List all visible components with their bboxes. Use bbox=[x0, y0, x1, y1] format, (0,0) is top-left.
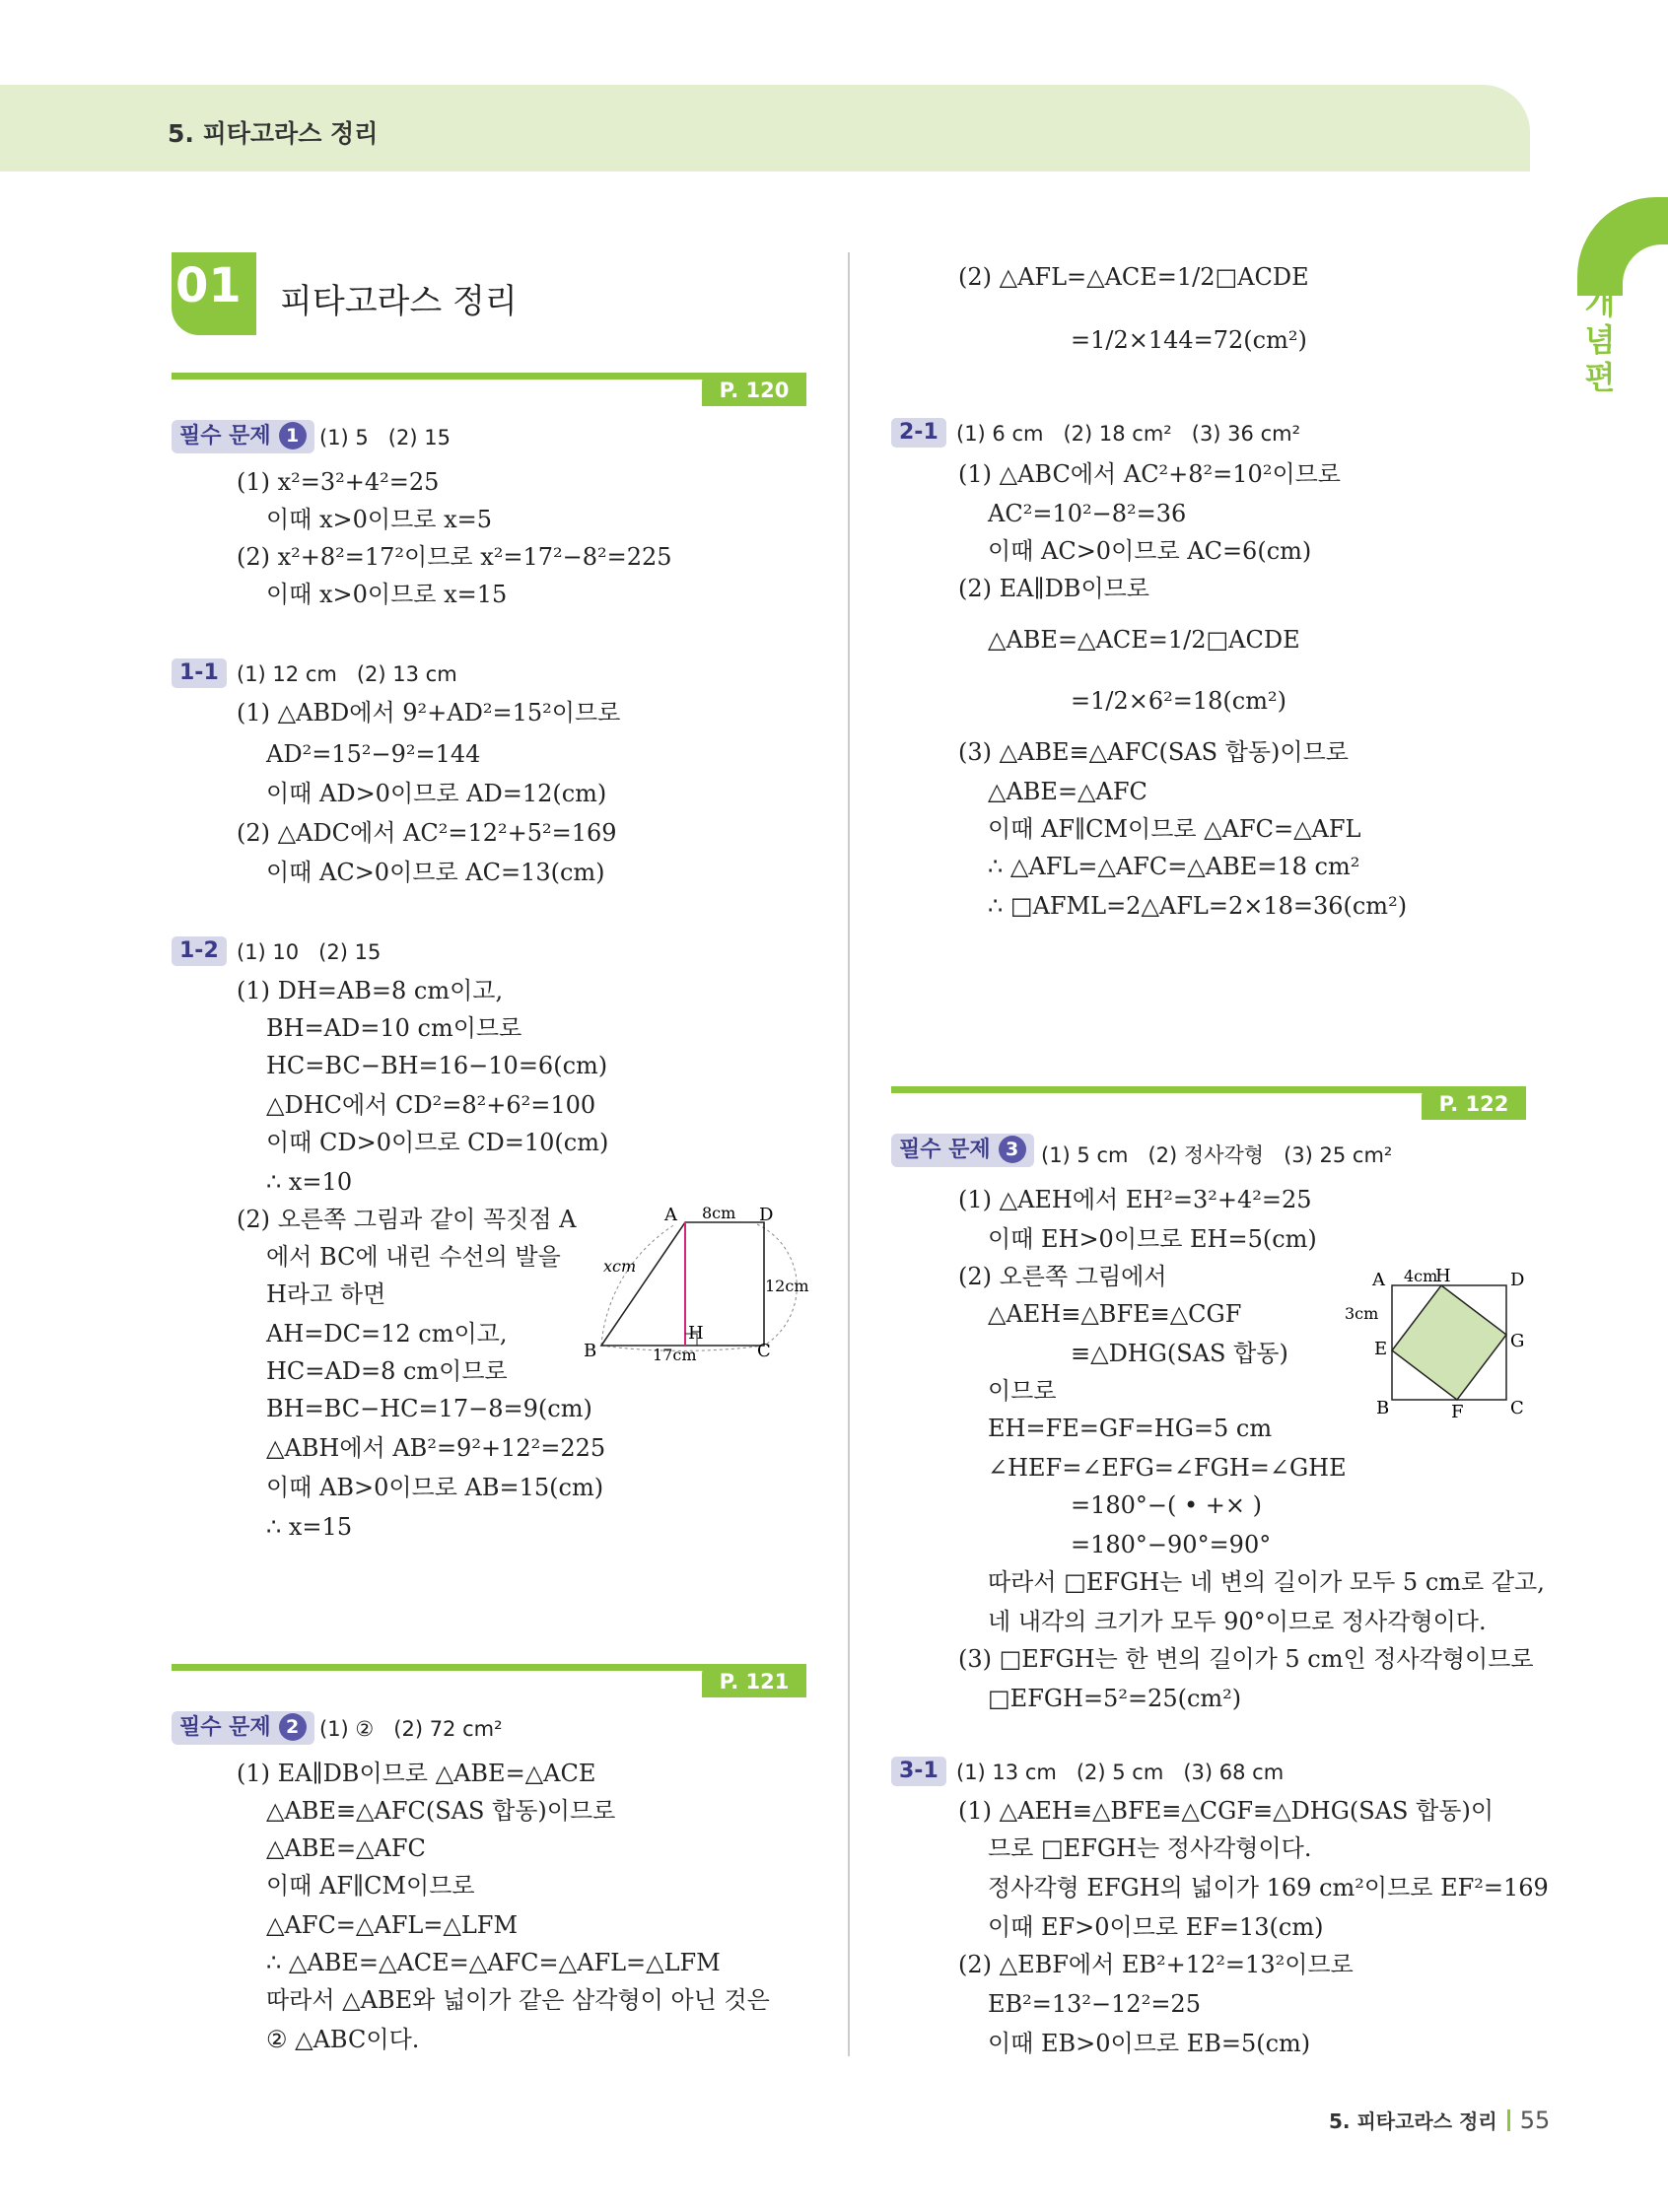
solution-line: (1) △AEH에서 EH²=3²+4²=25 bbox=[958, 1186, 1312, 1213]
answer-summary: (1) 6 cm (2) 18 cm² (3) 36 cm² bbox=[956, 422, 1300, 446]
trapezoid bbox=[601, 1222, 764, 1346]
label-4cm: 4cm bbox=[1404, 1267, 1438, 1285]
solution-line: =180°−90°=90° bbox=[1071, 1531, 1272, 1558]
label-D: D bbox=[1510, 1270, 1525, 1290]
solution-line: 이때 AD>0이므로 AD=12(cm) bbox=[266, 780, 607, 807]
chapter-title: 5. 피타고라스 정리 bbox=[168, 119, 379, 148]
label-H: H bbox=[688, 1323, 704, 1344]
solution-line: ∴ x=15 bbox=[266, 1513, 353, 1541]
problem-label-1: 필수 문제 1 bbox=[172, 420, 314, 453]
label-8cm: 8cm bbox=[702, 1204, 736, 1222]
label-C: C bbox=[1510, 1398, 1524, 1418]
answer-summary: (1) ② (2) 72 cm² bbox=[319, 1717, 503, 1741]
solution-line: 따라서 △ABE와 넓이가 같은 삼각형이 아닌 것은 bbox=[266, 1986, 770, 2014]
trapezoid-figure bbox=[582, 1203, 818, 1360]
chapter-header bbox=[0, 85, 1530, 172]
side-tab bbox=[1577, 197, 1668, 424]
answer-summary: (1) 10 (2) 15 bbox=[237, 940, 382, 964]
solution-line: 이때 AB>0이므로 AB=15(cm) bbox=[266, 1474, 604, 1501]
problem-label-1-2: 1-2 bbox=[172, 936, 227, 966]
solution-line: (1) DH=AB=8 cm이고, bbox=[237, 977, 504, 1004]
label-H: H bbox=[1435, 1266, 1451, 1286]
answer-summary: (1) 5 (2) 15 bbox=[319, 426, 451, 449]
solution-line: =1/2×6²=18(cm²) bbox=[1071, 687, 1286, 715]
solution-line: AC²=10²−8²=36 bbox=[988, 500, 1187, 527]
solution-line: 이때 AF∥CM이므로 △AFC=△AFL bbox=[988, 815, 1361, 843]
solution-line: △ABH에서 AB²=9²+12²=225 bbox=[266, 1434, 606, 1462]
solution-line: 이때 EH>0이므로 EH=5(cm) bbox=[988, 1225, 1317, 1253]
section-number: 01 bbox=[172, 252, 256, 335]
label-A: A bbox=[664, 1205, 677, 1225]
page-footer bbox=[1329, 2106, 1550, 2134]
page-tag-122: P. 122 bbox=[1422, 1086, 1526, 1120]
solution-line: △DHC에서 CD²=8²+6²=100 bbox=[266, 1091, 596, 1119]
solution-line: (2) △ADC에서 AC²=12²+5²=169 bbox=[237, 819, 617, 847]
label-17cm: 17cm bbox=[653, 1346, 697, 1360]
label-3cm: 3cm bbox=[1345, 1304, 1379, 1323]
section-title: 피타고라스 정리 bbox=[280, 282, 518, 321]
problem-label-3: 필수 문제 3 bbox=[891, 1134, 1034, 1167]
solution-line: △ABE≡△AFC(SAS 합동)이므로 bbox=[266, 1797, 616, 1825]
solution-line: BH=AD=10 cm이므로 bbox=[266, 1014, 522, 1042]
solution-line: (1) x²=3²+4²=25 bbox=[237, 468, 440, 496]
label-F: F bbox=[1451, 1402, 1464, 1422]
problem-label-2-1: 2-1 bbox=[891, 418, 946, 448]
problem-label-1-1: 1-1 bbox=[172, 658, 227, 688]
solution-line: ② △ABC이다. bbox=[266, 2026, 420, 2053]
solution-line: AH=DC=12 cm이고, bbox=[266, 1320, 508, 1348]
solution-line: 이때 x>0이므로 x=5 bbox=[266, 506, 493, 533]
solution-line: 정사각형 EFGH의 넓이가 169 cm²이므로 EF²=169 bbox=[988, 1874, 1549, 1901]
page-tag-120: P. 120 bbox=[702, 373, 806, 406]
page-tag-121: P. 121 bbox=[702, 1664, 806, 1697]
label-B: B bbox=[1376, 1398, 1390, 1418]
solution-line: 이때 CD>0이므로 CD=10(cm) bbox=[266, 1129, 609, 1156]
solution-line: ∴ x=10 bbox=[266, 1168, 353, 1196]
square-figure bbox=[1341, 1264, 1538, 1423]
solution-line: HC=BC−BH=16−10=6(cm) bbox=[266, 1052, 608, 1079]
solution-line: =180°−( • +× ) bbox=[1071, 1491, 1263, 1519]
solution-line: (2) 오른쪽 그림에서 bbox=[958, 1263, 1167, 1290]
solution-line: ∴ △ABE=△ACE=△AFC=△AFL=△LFM bbox=[266, 1949, 721, 1976]
problem-label-2: 필수 문제 2 bbox=[172, 1711, 314, 1745]
solution-line: (1) △AEH≡△BFE≡△CGF≡△DHG(SAS 합동)이 bbox=[958, 1797, 1494, 1825]
solution-line: ∴ □AFML=2△AFL=2×18=36(cm²) bbox=[988, 892, 1408, 920]
solution-line: △ABE=△ACE=1/2□ACDE bbox=[988, 626, 1300, 654]
solution-line: 따라서 □EFGH는 네 변의 길이가 모두 5 cm로 같고, bbox=[988, 1568, 1545, 1596]
solution-line: △ABE=△AFC bbox=[266, 1834, 426, 1862]
solution-line: (2) x²+8²=17²이므로 x²=17²−8²=225 bbox=[237, 543, 672, 571]
solution-line: 에서 BC에 내린 수선의 발을 bbox=[266, 1243, 561, 1271]
column-divider bbox=[848, 252, 850, 2056]
solution-line: (1) EA∥DB이므로 △ABE=△ACE bbox=[237, 1760, 596, 1787]
solution-line: HC=AD=8 cm이므로 bbox=[266, 1357, 508, 1385]
solution-line: 이때 x>0이므로 x=15 bbox=[266, 581, 508, 608]
label-A: A bbox=[1372, 1270, 1385, 1290]
solution-line: 이므로 bbox=[988, 1377, 1057, 1405]
problem-label-3-1: 3-1 bbox=[891, 1757, 946, 1786]
solution-line: △ABE=△AFC bbox=[988, 778, 1147, 805]
side-tab-label: 개 념 편 bbox=[1584, 284, 1616, 396]
inner-square bbox=[1392, 1285, 1506, 1400]
solution-line: 이때 AC>0이므로 AC=6(cm) bbox=[988, 537, 1312, 565]
solution-line: ∴ △AFL=△AFC=△ABE=18 cm² bbox=[988, 853, 1360, 880]
solution-line: 이때 EB>0이므로 EB=5(cm) bbox=[988, 2030, 1311, 2057]
solution-line: EH=FE=GF=HG=5 cm bbox=[988, 1415, 1273, 1442]
answer-summary: (1) 5 cm (2) 정사각형 (3) 25 cm² bbox=[1041, 1143, 1393, 1167]
label-B: B bbox=[584, 1341, 597, 1360]
solution-line: △AEH≡△BFE≡△CGF bbox=[988, 1300, 1242, 1328]
solution-line: ∠HEF=∠EFG=∠FGH=∠GHE bbox=[988, 1454, 1347, 1482]
solution-line: 이때 EF>0이므로 EF=13(cm) bbox=[988, 1913, 1324, 1941]
solution-line: H라고 하면 bbox=[266, 1280, 386, 1308]
solution-line: 이때 AF∥CM이므로 bbox=[266, 1872, 475, 1900]
solution-line: 이때 AC>0이므로 AC=13(cm) bbox=[266, 859, 605, 886]
solution-line: (2) 오른쪽 그림과 같이 꼭짓점 A bbox=[237, 1206, 577, 1233]
solution-line: ≡△DHG(SAS 합동) bbox=[1071, 1340, 1288, 1367]
solution-line: 네 내각의 크기가 모두 90°이므로 정사각형이다. bbox=[988, 1608, 1487, 1635]
footer-chapter: 5. 피타고라스 정리 bbox=[1329, 2109, 1497, 2133]
solution-line: =1/2×144=72(cm²) bbox=[1071, 326, 1307, 354]
label-D: D bbox=[759, 1205, 774, 1225]
label-E: E bbox=[1374, 1339, 1388, 1359]
label-12cm: 12cm bbox=[765, 1277, 809, 1295]
solution-line: AD²=15²−9²=144 bbox=[266, 740, 481, 768]
solution-line: EB²=13²−12²=25 bbox=[988, 1990, 1201, 2018]
solution-line: △AFC=△AFL=△LFM bbox=[266, 1911, 519, 1939]
solution-line: (2) △AFL=△ACE=1/2□ACDE bbox=[958, 263, 1309, 291]
solution-line: 므로 □EFGH는 정사각형이다. bbox=[988, 1834, 1312, 1862]
solution-line: (3) □EFGH는 한 변의 길이가 5 cm인 정사각형이므로 bbox=[958, 1645, 1534, 1673]
solution-line: (2) EA∥DB이므로 bbox=[958, 575, 1149, 602]
label-xcm: xcm bbox=[603, 1257, 637, 1276]
arc-dashed bbox=[601, 1224, 675, 1346]
solution-line: (2) △EBF에서 EB²+12²=13²이므로 bbox=[958, 1951, 1354, 1978]
page-number: 55 bbox=[1519, 2107, 1551, 2134]
answer-summary: (1) 13 cm (2) 5 cm (3) 68 cm bbox=[956, 1761, 1285, 1784]
solution-line: (1) △ABD에서 9²+AD²=15²이므로 bbox=[237, 699, 621, 726]
solution-line: (1) △ABC에서 AC²+8²=10²이므로 bbox=[958, 460, 1341, 488]
solution-line: BH=BC−HC=17−8=9(cm) bbox=[266, 1395, 592, 1422]
label-G: G bbox=[1510, 1331, 1525, 1351]
solution-line: (3) △ABE≡△AFC(SAS 합동)이므로 bbox=[958, 738, 1349, 766]
label-C: C bbox=[757, 1341, 771, 1360]
answer-summary: (1) 12 cm (2) 13 cm bbox=[237, 662, 457, 686]
solution-line: □EFGH=5²=25(cm²) bbox=[988, 1685, 1242, 1712]
